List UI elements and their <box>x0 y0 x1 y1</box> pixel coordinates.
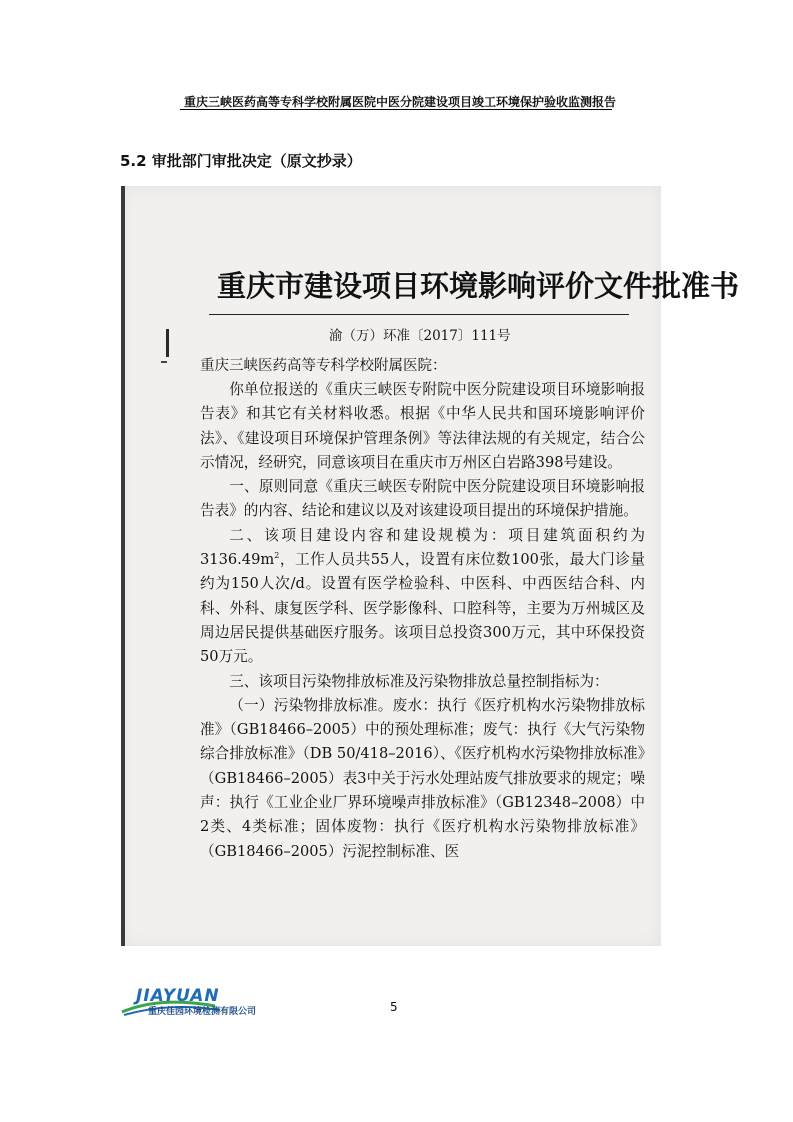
scanned-document-image <box>121 186 740 946</box>
paragraph-intro: 你单位报送的《重庆三峡医专附院中医分院建设项目环境影响报告表》和其它有关材料收悉。根据《中华人民共和国环境影响评价法》、《建设项目环境保护管理条例》等法律法规的有关规定，结合公示情况，经研究，同意该项目在重庆市万州区白岩路398号建设。 <box>200 381 645 471</box>
area-unit-superscript: 2 <box>274 551 280 561</box>
document-title-rule <box>209 314 629 315</box>
paragraph-two-end: ，工作人员共55人，设置有床位数100张，最大门诊量约为150人次/d。设置有医学检验科、中医科、中西医结合科、内科、外科、康复医学科、医学影像科、口腔科等，主要为万州城区及周边居民提供基础医疗服务。该项目总投资300万元，其中环保投资50万元。 <box>200 551 645 666</box>
paragraph-three-one: （一）污染物排放标准。废水：执行《医疗机构水污染物排放标准》（GB18466–2005）中的预处理标准；废气：执行《大气污染物综合排放标准》（DB 50/418–2016）、《医疗机构水污染物排放标准》（GB18466–2005）表3中关于污水处理站废气排放要求的规定；噪声：执行《工业企业厂界环境噪声排放标准》（GB12348–2008）中2类、4类标准；固体废物：执行《医疗机构水污染物排放标准》（GB18466–2005）污泥控制标准、医 <box>200 696 645 860</box>
logo-text: JIAYUAN <box>136 986 220 1006</box>
scan-speck <box>166 329 169 357</box>
paragraph-one: 一、原则同意《重庆三峡医专附院中医分院建设项目环境影响报告表》的内容、结论和建议以及对该建设项目提出的环境保护措施。 <box>200 478 645 520</box>
paragraph-two-start: 二、该项目建设内容和建设规模为：项目建筑面积约为3136.49m <box>200 526 645 569</box>
page-number: 5 <box>390 1000 398 1014</box>
paragraph-three: 三、该项目污染物排放标准及污染物排放总量控制指标为： <box>229 672 609 690</box>
scan-speck <box>161 361 167 363</box>
company-name: 重庆佳园环境检测有限公司 <box>148 1007 257 1017</box>
page-header-rule <box>180 109 612 110</box>
paragraph-two <box>200 524 645 670</box>
document-addressee: 重庆三峡医药高等专科学校附属医院： <box>200 358 447 374</box>
document-title: 重庆市建设项目环境影响评价文件批准书 <box>217 269 740 303</box>
page-header-title: 重庆三峡医药高等专科学校附属医院中医分院建设项目竣工环境保护验收监测报告 <box>183 95 616 109</box>
scan-left-edge <box>121 186 125 946</box>
document-number: 渝（万）环准〔2017〕111号 <box>329 328 511 344</box>
section-heading: 5.2 审批部门审批决定（原文抄录） <box>120 152 362 170</box>
document-body <box>200 378 645 864</box>
